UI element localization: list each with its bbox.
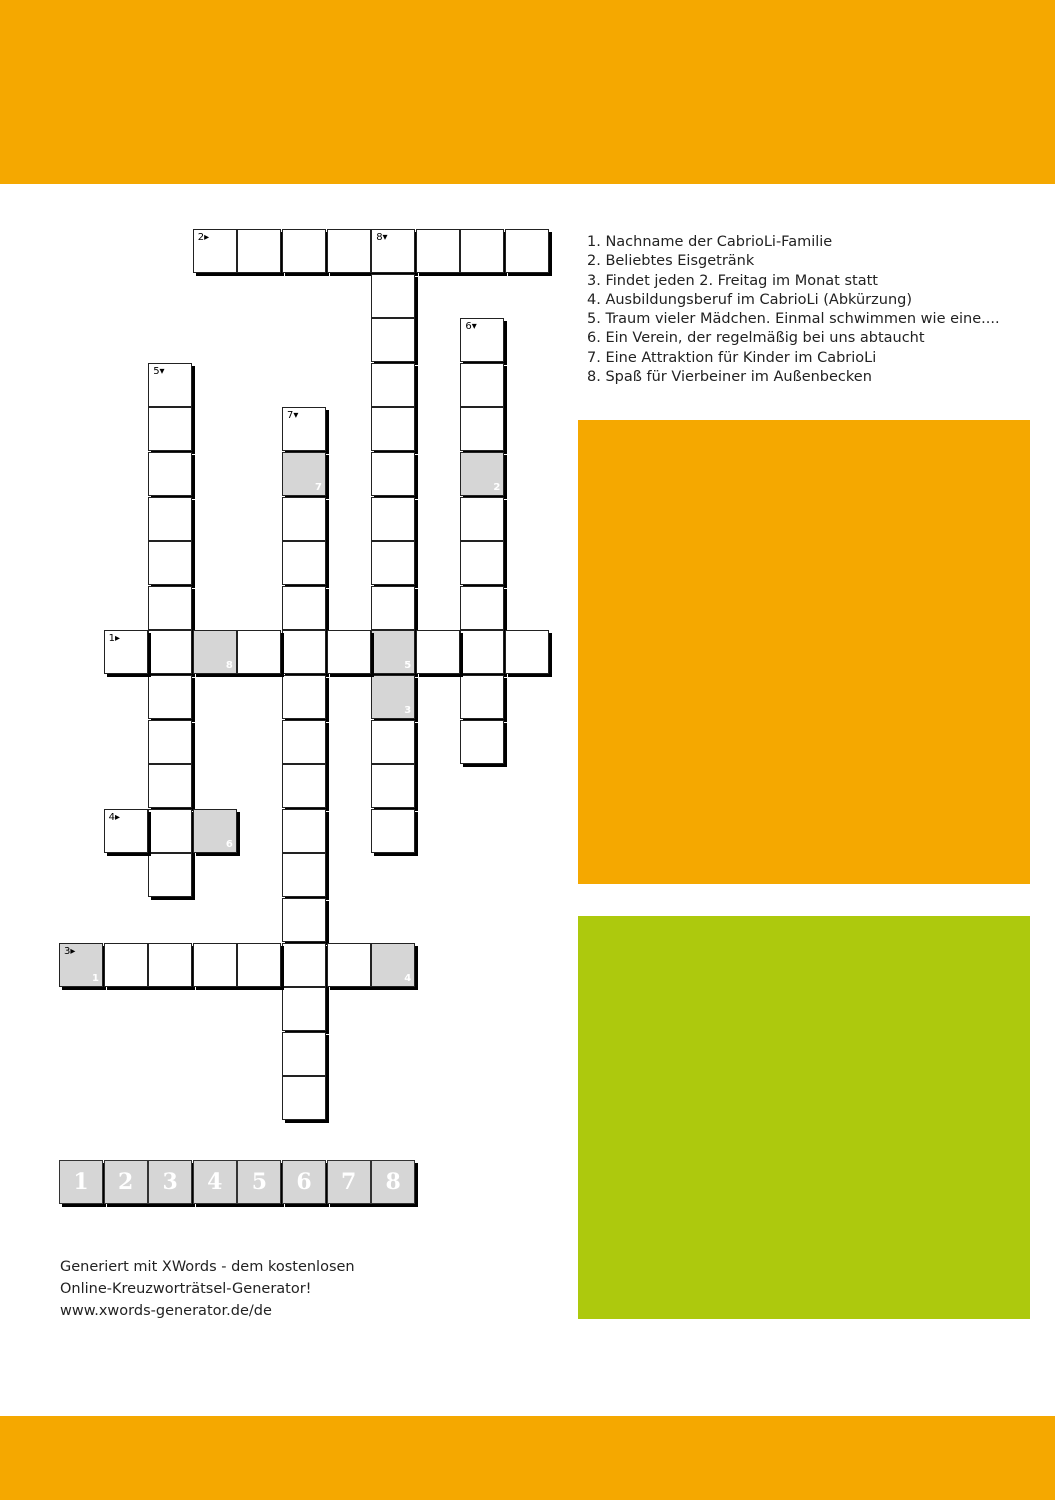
grid-cell[interactable]	[193, 943, 237, 987]
solution-marker: 7	[315, 482, 322, 493]
grid-cell[interactable]	[148, 764, 192, 808]
footer-band	[0, 1416, 1055, 1500]
grid-cell[interactable]	[59, 943, 103, 987]
solution-marker: 3	[404, 705, 412, 716]
orange-panel	[578, 420, 1030, 884]
grid-cell[interactable]	[104, 630, 148, 674]
solution-cell[interactable]: 7	[327, 1160, 371, 1204]
solution-marker: 6	[225, 838, 233, 850]
grid-cell[interactable]	[460, 452, 504, 496]
grid-cell[interactable]	[460, 586, 504, 630]
grid-cell[interactable]	[460, 675, 504, 719]
grid-cell[interactable]	[460, 541, 504, 585]
solution-marker: 5	[404, 660, 412, 672]
grid-cell[interactable]	[104, 943, 148, 987]
grid-cell[interactable]	[505, 229, 549, 273]
grid-cell[interactable]	[148, 630, 192, 674]
grid-cell[interactable]	[460, 407, 504, 451]
grid-cell[interactable]	[282, 943, 326, 987]
solution-cell[interactable]: 2	[104, 1160, 148, 1204]
clue-4: 4. Ausbildungsberuf im CabrioLi (Abkürzung)	[587, 291, 912, 308]
grid-cell[interactable]	[327, 943, 371, 987]
solution-cell[interactable]: 3	[148, 1160, 192, 1204]
grid-cell[interactable]	[282, 898, 326, 942]
grid-cell[interactable]	[148, 586, 192, 630]
grid-cell[interactable]	[371, 229, 415, 273]
grid-cell[interactable]	[371, 407, 415, 451]
grid-cell[interactable]	[416, 229, 460, 273]
grid-cell[interactable]	[282, 452, 326, 496]
grid-cell[interactable]	[282, 764, 326, 808]
grid-cell[interactable]	[282, 809, 326, 853]
grid-cell[interactable]	[148, 541, 192, 585]
grid-cell[interactable]	[282, 630, 326, 674]
grid-cell[interactable]	[505, 630, 549, 674]
header-band	[0, 0, 1055, 184]
grid-cell[interactable]	[282, 720, 326, 764]
grid-cell[interactable]	[282, 586, 326, 630]
clue-3: 3. Findet jeden 2. Freitag im Monat statt	[587, 272, 878, 289]
grid-cell[interactable]	[193, 229, 237, 273]
clue-8: 8. Spaß für Vierbeiner im Außenbecken	[587, 369, 872, 386]
credits	[60, 1256, 355, 1322]
grid-cell[interactable]	[148, 675, 192, 719]
grid-cell[interactable]	[460, 318, 504, 362]
grid-cell[interactable]	[371, 497, 415, 541]
grid-cell[interactable]	[371, 541, 415, 585]
solution-marker: 4	[404, 972, 412, 984]
green-panel	[578, 916, 1030, 1319]
grid-cell[interactable]	[148, 720, 192, 764]
credits-line-1: Generiert mit XWords - dem kostenlosen	[60, 1259, 355, 1275]
grid-cell[interactable]	[282, 987, 326, 1031]
credits-line-2: Online-Kreuzworträtsel-Generator!	[60, 1281, 312, 1297]
grid-cell[interactable]	[371, 318, 415, 362]
grid-cell[interactable]	[460, 229, 504, 273]
grid-cell[interactable]	[148, 407, 192, 451]
grid-cell[interactable]	[148, 809, 192, 853]
grid-cell[interactable]	[371, 675, 415, 719]
grid-cell[interactable]	[282, 497, 326, 541]
grid-cell[interactable]	[282, 229, 326, 273]
grid-cell[interactable]	[282, 1032, 326, 1076]
clue-number: 3▸	[64, 945, 76, 957]
clue-number: 6▾	[465, 321, 477, 333]
grid-cell[interactable]	[371, 809, 415, 853]
clue-number: 8▾	[376, 232, 388, 243]
grid-cell[interactable]	[371, 274, 415, 318]
grid-cell[interactable]	[371, 363, 415, 407]
grid-cell[interactable]	[371, 586, 415, 630]
solution-cell[interactable]: 6	[282, 1160, 326, 1204]
grid-cell[interactable]	[148, 497, 192, 541]
clue-7: 7. Eine Attraktion für Kinder im CabrioLi	[587, 349, 877, 366]
clue-number: 7▾	[287, 410, 299, 422]
solution-marker: 1	[92, 972, 99, 984]
clue-list	[587, 233, 1000, 387]
grid-cell[interactable]	[148, 853, 192, 897]
grid-cell[interactable]	[460, 720, 504, 764]
grid-cell[interactable]	[237, 630, 281, 674]
grid-cell[interactable]	[460, 497, 504, 541]
solution-cell[interactable]: 4	[193, 1160, 237, 1204]
clue-5: 5. Traum vieler Mädchen. Einmal schwimmen wie eine....	[587, 311, 1000, 328]
grid-cell[interactable]	[327, 229, 371, 273]
grid-cell[interactable]	[371, 764, 415, 808]
solution-cell[interactable]: 8	[371, 1160, 415, 1204]
clue-number: 5▾	[153, 365, 165, 377]
grid-cell[interactable]	[237, 943, 281, 987]
grid-cell[interactable]	[460, 363, 504, 407]
grid-cell[interactable]	[371, 720, 415, 764]
grid-cell[interactable]	[282, 1076, 326, 1120]
solution-cell[interactable]: 5	[237, 1160, 281, 1204]
solution-cell[interactable]: 1	[59, 1160, 103, 1204]
grid-cell[interactable]	[148, 363, 192, 407]
grid-cell[interactable]	[282, 541, 326, 585]
solution-marker: 2	[493, 482, 501, 493]
grid-cell[interactable]	[193, 809, 237, 853]
grid-cell[interactable]	[282, 675, 326, 719]
grid-cell[interactable]	[282, 853, 326, 897]
grid-cell[interactable]	[237, 229, 281, 273]
clue-number: 2▸	[197, 232, 210, 243]
grid-cell[interactable]	[104, 809, 148, 853]
grid-cell[interactable]	[148, 452, 192, 496]
clue-number: 4▸	[108, 811, 120, 823]
clue-1: 1. Nachname der CabrioLi-Familie	[587, 234, 833, 250]
solution-marker: 8	[225, 660, 233, 672]
clue-number: 1▸	[108, 633, 120, 645]
grid-cell[interactable]	[327, 630, 371, 674]
credits-line-3: www.xwords-generator.de/de	[60, 1303, 272, 1319]
grid-cell[interactable]	[371, 630, 415, 674]
grid-cell[interactable]	[148, 943, 192, 987]
clue-2: 2. Beliebtes Eisgetränk	[587, 253, 755, 270]
grid-cell[interactable]	[371, 452, 415, 496]
clue-6: 6. Ein Verein, der regelmäßig bei uns abtaucht	[587, 330, 925, 347]
grid-cell[interactable]	[460, 630, 504, 674]
grid-cell[interactable]	[416, 630, 460, 674]
grid-cell[interactable]	[193, 630, 237, 674]
grid-cell[interactable]	[371, 943, 415, 987]
grid-cell[interactable]	[282, 407, 326, 451]
